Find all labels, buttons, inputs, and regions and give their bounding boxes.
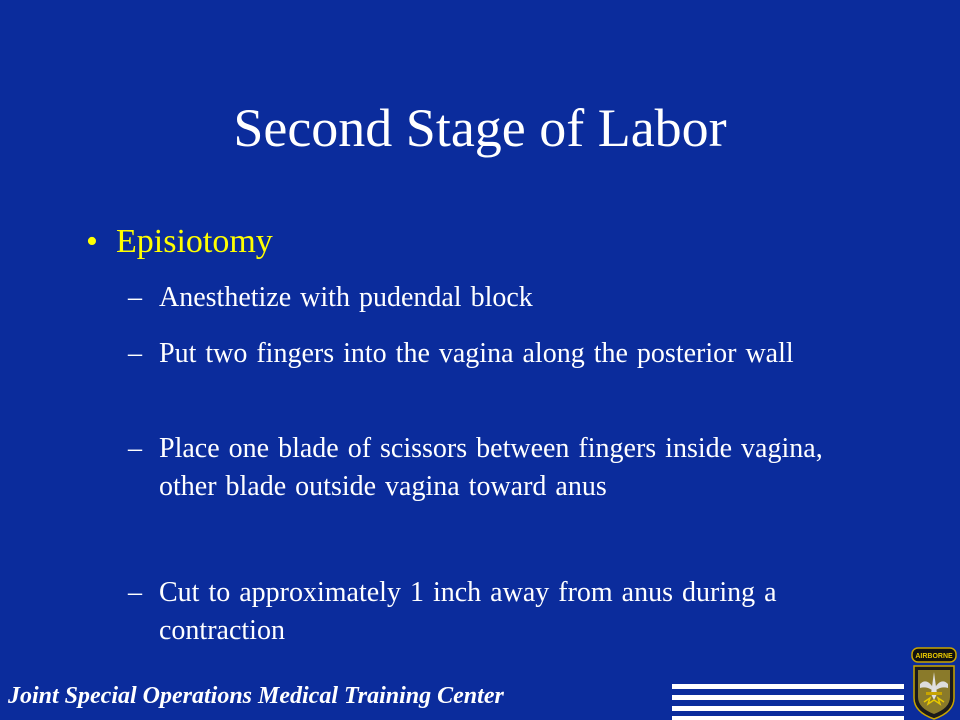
stripe (672, 695, 904, 700)
stripe (672, 716, 904, 720)
dash-icon: – (128, 433, 142, 464)
dash-icon: – (128, 338, 142, 369)
sub-bullet-text: Put two fingers into the vagina along the posterior wall (159, 338, 794, 369)
sub-bullet-text: Anesthetize with pudendal block (159, 282, 533, 313)
footer-stripes (672, 684, 904, 720)
dash-icon: – (128, 577, 142, 608)
sub-bullet (128, 335, 848, 373)
sub-bullet-text: Place one blade of scissors between fingers inside vagina, other blade outside vagina toward anus (159, 433, 823, 502)
sub-bullet (128, 430, 848, 506)
sub-bullet (128, 279, 848, 317)
svg-text:AIRBORNE: AIRBORNE (915, 653, 953, 660)
main-bullet-text: Episiotomy (116, 223, 273, 260)
sub-bullet (128, 574, 848, 650)
airborne-insignia-icon (908, 644, 960, 720)
footer-organization: Joint Special Operations Medical Training Center (8, 683, 504, 709)
bullet-dot-icon: • (86, 223, 98, 260)
stripe (672, 684, 904, 689)
dash-icon: – (128, 282, 142, 313)
slide-title: Second Stage of Labor (233, 98, 727, 158)
main-bullet (86, 220, 273, 264)
stripe (672, 706, 904, 711)
sub-bullet-text: Cut to approximately 1 inch away from anus during a contraction (159, 577, 777, 646)
